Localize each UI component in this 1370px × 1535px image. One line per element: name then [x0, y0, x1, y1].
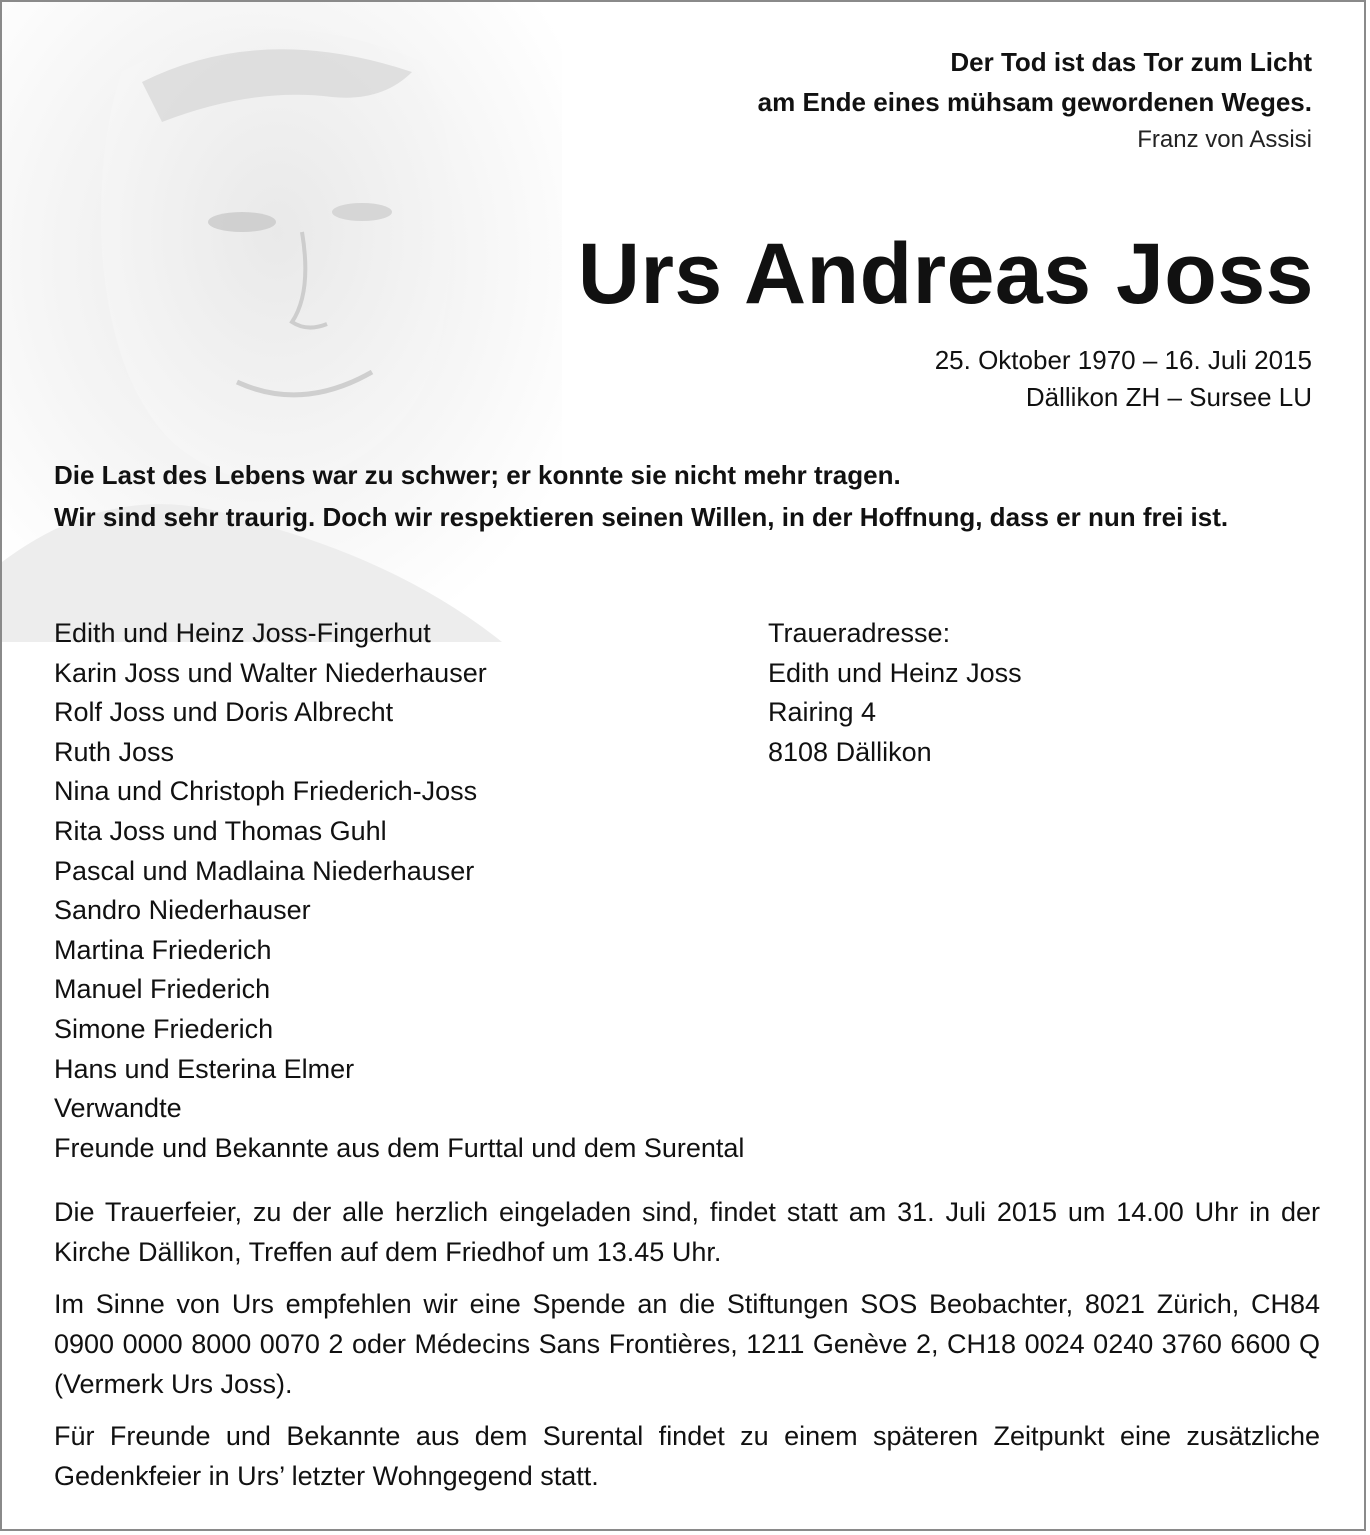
mourner-item: Manuel Friederich	[54, 974, 271, 1005]
mourners-list	[54, 614, 744, 1168]
mourner-item: Edith und Heinz Joss-Fingerhut	[54, 618, 431, 648]
intro-text	[54, 454, 1320, 538]
mourner-item: Rita Joss und Thomas Guhl	[54, 815, 387, 846]
mourner-item: Pascal und Madlaina Niederhauser	[54, 855, 475, 886]
address-line-1: Edith und Heinz Joss	[768, 657, 1022, 688]
mourner-item: Hans und Esterina Elmer	[54, 1053, 355, 1084]
intro-line-1: Die Last des Lebens war zu schwer; er konnte sie nicht mehr tragen.	[54, 460, 901, 490]
mourning-address	[768, 614, 1022, 772]
mourner-item: Nina und Christoph Friederich-Joss	[54, 776, 478, 807]
intro-line-2: Wir sind sehr traurig. Doch wir respektieren seinen Willen, in der Hoffnung, dass er nun frei ist.	[54, 502, 1229, 532]
address-line-3: 8108 Dällikon	[768, 736, 932, 767]
deceased-name: Urs Andreas Joss	[577, 226, 1314, 322]
mourner-item: Freunde und Bekannte aus dem Furttal und dem Surental	[54, 1132, 745, 1163]
mourner-item: Verwandte	[54, 1093, 182, 1124]
mourner-item: Ruth Joss	[54, 736, 175, 767]
address-label: Traueradresse:	[768, 618, 951, 648]
life-dates: 25. Oktober 1970 – 16. Juli 2015	[934, 345, 1312, 375]
mourner-item: Karin Joss und Walter Niederhauser	[54, 657, 487, 688]
mourner-item: Sandro Niederhauser	[54, 895, 311, 926]
ceremony-notice: Die Trauerfeier, zu der alle herzlich eingeladen sind, findet statt am 31. Juli 2015 um 14.00 Uhr in der Kirche Dällikon, Treffen auf dem Friedhof um 13.45 Uhr.	[54, 1197, 1320, 1267]
life-places: Dällikon ZH – Sursee LU	[1025, 382, 1312, 412]
life-dates-block	[935, 342, 1312, 416]
quote-line-1: Der Tod ist das Tor zum Licht	[950, 47, 1312, 77]
quote-block	[758, 42, 1312, 158]
mourner-item: Simone Friederich	[54, 1013, 274, 1044]
mourner-item: Rolf Joss und Doris Albrecht	[54, 697, 394, 728]
mourner-item: Martina Friederich	[54, 934, 272, 965]
memorial-notice: Für Freunde und Bekannte aus dem Surental findet zu einem späteren Zeitpunkt eine zusätzliche Gedenkfeier in Urs’ letzter Wohngegend statt.	[54, 1421, 1320, 1491]
portrait-photo	[2, 2, 562, 642]
address-line-2: Rairing 4	[768, 697, 877, 728]
donation-notice: Im Sinne von Urs empfehlen wir eine Spende an die Stiftungen SOS Beobachter, 8021 Zürich, CH84 0900 0000 8000 0070 2 oder Médecins Sans Frontières, 1211 Genève 2, CH18 0024 0240 3760 6600 Q (Vermerk Urs Joss).	[54, 1289, 1320, 1399]
quote-line-2: am Ende eines mühsam gewordenen Weges.	[757, 87, 1312, 117]
quote-author: Franz von Assisi	[1137, 126, 1312, 153]
